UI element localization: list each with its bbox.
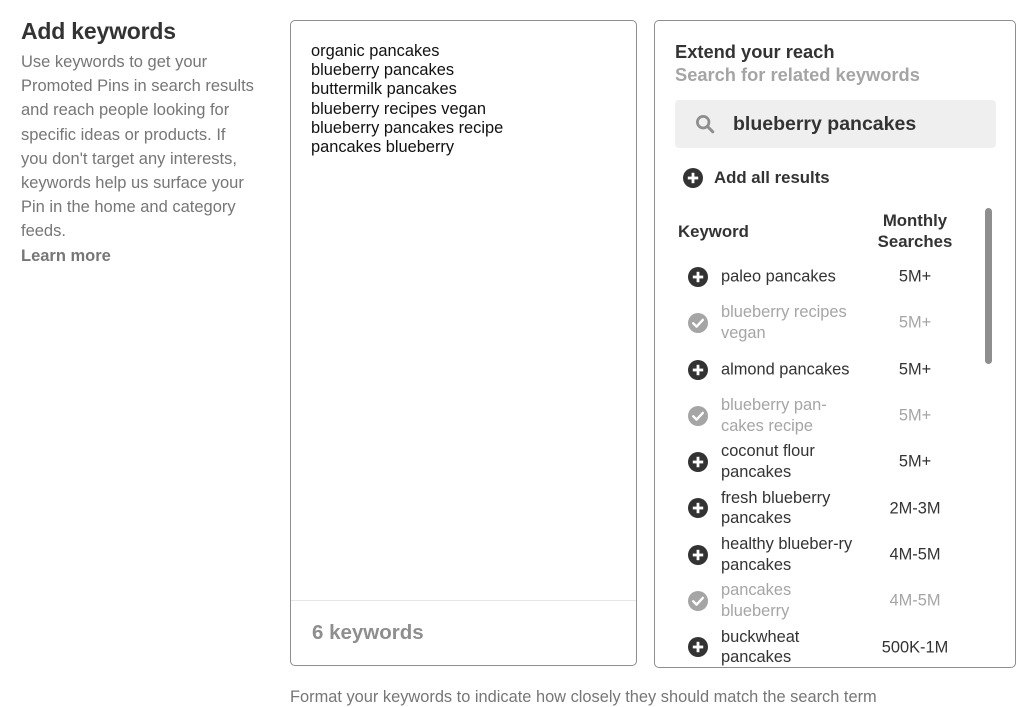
plus-circle-icon[interactable] <box>688 545 708 565</box>
reach-subtitle: Search for related keywords <box>675 64 920 85</box>
learn-more-link[interactable]: Learn more <box>21 246 111 265</box>
plus-circle-icon[interactable] <box>688 637 708 657</box>
result-row <box>655 347 995 393</box>
keywords-textarea[interactable] <box>290 20 637 666</box>
result-searches: 5M+ <box>898 360 932 379</box>
result-row <box>655 485 995 531</box>
result-keyword: pancakes blueberry <box>721 581 792 621</box>
result-searches: 2M-3M <box>889 499 941 518</box>
result-row <box>655 532 995 578</box>
keywords-list[interactable] <box>311 42 622 157</box>
related-keyword-search[interactable] <box>675 100 996 148</box>
plus-circle-icon[interactable] <box>688 267 708 287</box>
result-keyword: blueberry recipes vegan <box>721 303 847 343</box>
keyword-line: blueberry pancakes recipe <box>311 118 504 137</box>
keyword-line: blueberry recipes vegan <box>311 99 486 118</box>
result-row <box>655 300 995 346</box>
result-searches: 5M+ <box>898 267 932 286</box>
check-circle-icon <box>688 313 708 333</box>
keywords-footer <box>291 600 636 665</box>
check-circle-icon <box>688 406 708 426</box>
plus-circle-icon <box>683 168 703 188</box>
intro-description <box>21 50 256 268</box>
keyword-line: buttermilk pancakes <box>311 80 457 99</box>
search-input[interactable] <box>733 100 983 148</box>
keyword-line: blueberry pancakes <box>311 61 455 80</box>
intro-description-text: Use keywords to get your Promoted Pins in search results and reach people looking for specific ideas or products. If you don't target any interests, keywords help us surface your Pin in the home and category feeds. <box>21 53 254 241</box>
check-circle-icon <box>688 591 708 611</box>
result-searches: 500K-1M <box>881 638 949 657</box>
result-keyword: coconut flour pancakes <box>721 442 815 482</box>
result-row <box>655 578 995 624</box>
plus-circle-icon[interactable] <box>688 498 708 518</box>
keyword-line: organic pancakes <box>311 42 440 60</box>
result-keyword: almond pancakes <box>721 360 850 379</box>
result-keyword: buckwheat pancakes <box>721 627 800 667</box>
result-keyword: healthy blueber-ry pancakes <box>721 535 853 574</box>
result-keyword: fresh blueberry pancakes <box>721 488 831 528</box>
add-all-label: Add all results <box>714 168 830 187</box>
format-keywords-note: Format your keywords to indicate how closely they should match the search term <box>290 688 877 706</box>
search-icon <box>694 113 716 135</box>
result-keyword: blueberry pan-cakes recipe <box>721 396 827 436</box>
result-searches: 4M-5M <box>889 545 941 564</box>
column-header-monthly-searches: Monthly Searches <box>877 211 953 251</box>
add-all-results-button[interactable] <box>683 167 830 189</box>
result-searches: 4M-5M <box>889 591 941 610</box>
plus-circle-icon[interactable] <box>688 360 708 380</box>
keyword-results-list <box>655 254 995 668</box>
extend-reach-panel <box>654 20 1016 668</box>
result-row <box>655 254 995 300</box>
result-searches: 5M+ <box>898 313 932 332</box>
result-row <box>655 439 995 485</box>
result-row <box>655 393 995 439</box>
result-searches: 5M+ <box>898 452 932 471</box>
results-scrollbar[interactable] <box>985 208 992 364</box>
reach-title: Extend your reach <box>675 41 835 62</box>
result-row <box>655 624 995 668</box>
page-title: Add keywords <box>21 18 176 44</box>
column-header-keyword: Keyword <box>678 222 749 241</box>
result-searches: 5M+ <box>898 406 932 425</box>
keyword-count: 6 keywords <box>312 621 424 644</box>
result-keyword: paleo pancakes <box>721 267 836 286</box>
plus-circle-icon[interactable] <box>688 452 708 472</box>
intro-section <box>21 18 256 268</box>
keyword-line: pancakes blueberry <box>311 138 455 157</box>
